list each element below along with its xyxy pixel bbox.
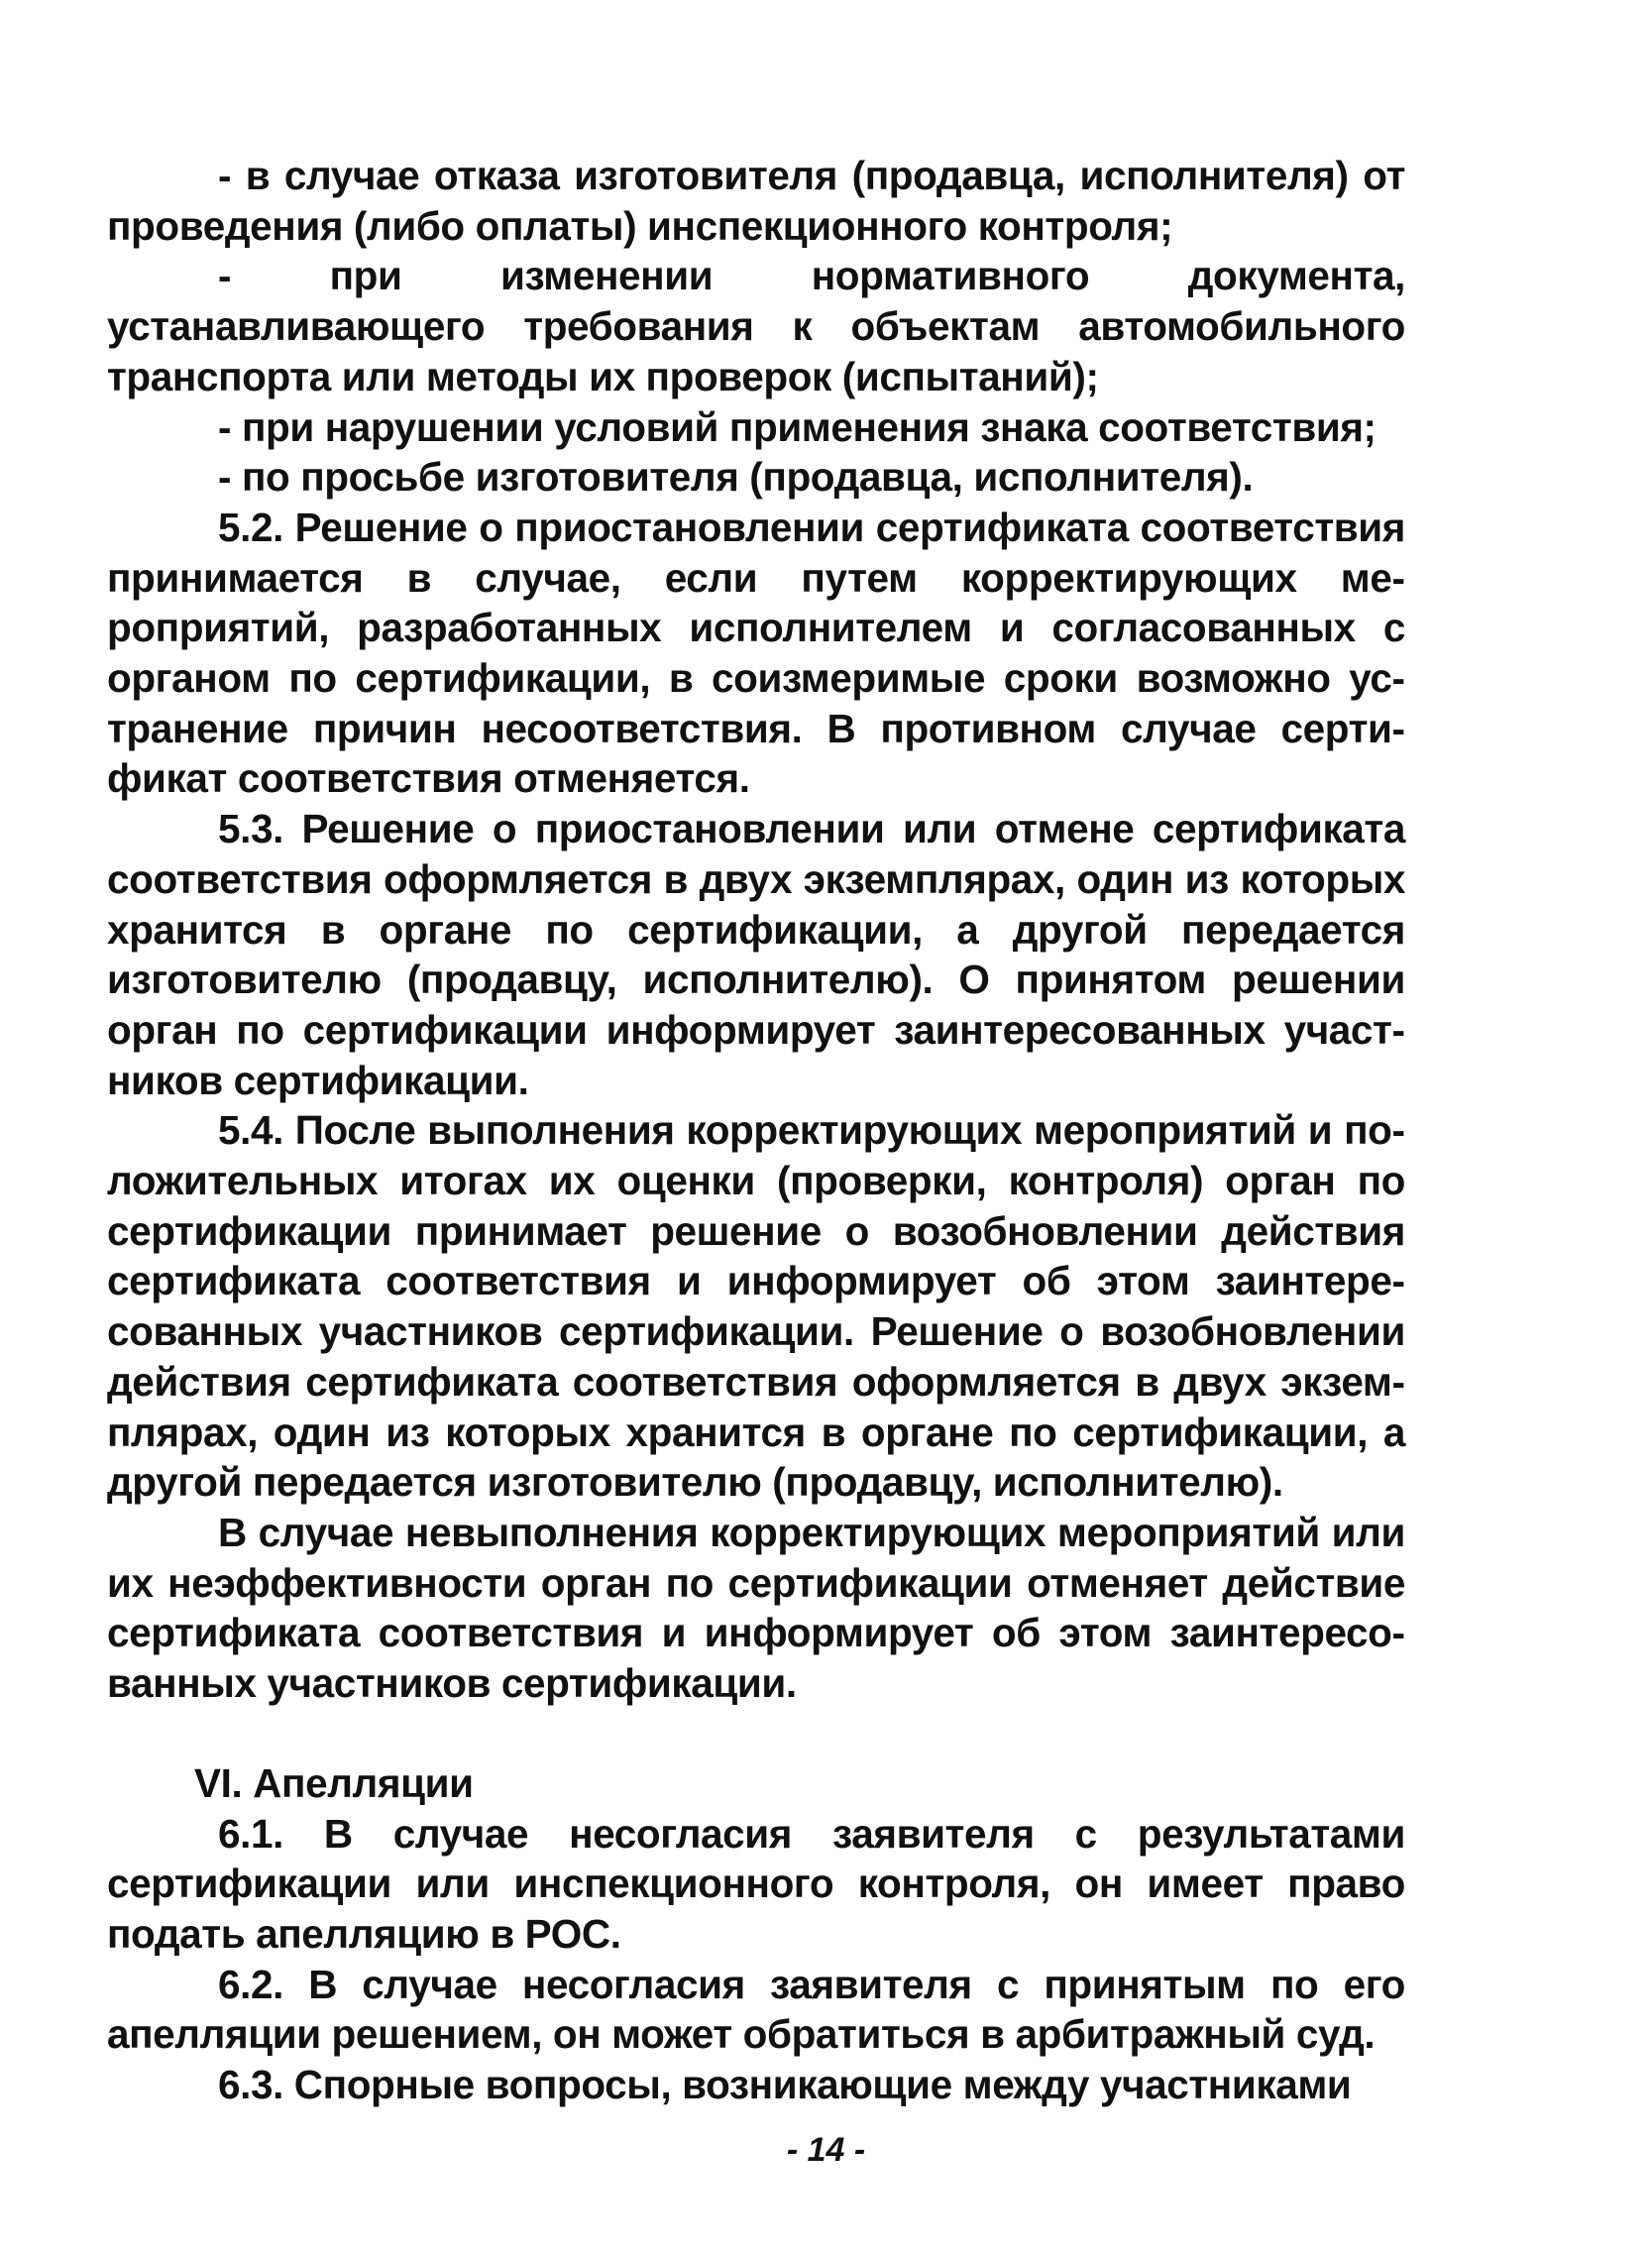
paragraph-6-1: 6.1. В случае несогласия заявителя с результатами сертификации или инспекционного контроля, он имеет право подать апелляцию в РОС. (107, 1810, 1405, 1957)
document-page (107, 151, 1405, 2110)
page-number: - 14 - (786, 2131, 866, 2169)
paragraph-5-4: 5.4. После выполнения корректирующих мероприятий и положительных итогах их оценки (проверки, контроля) орган по сертификации принимает решение о возобновлении действия сертификата соответствия и информирует об этом заинтересованных участников сертификации. Решение о возобновлении действия сертификата соответствия оформляется в двух экземплярах, один из которых хранится в органе по сертификации, а другой передается изготовителю (продавцу, исполнителю). (107, 1107, 1405, 1506)
paragraph-manufacturer-request: - по просьбе изготовителя (продавца, исполнителя). (218, 454, 1254, 501)
paragraph-refusal-inspection: - в случае отказа изготовителя (продавца, исполнителя) от проведения (либо оплаты) инспекционного контроля; (107, 153, 1405, 249)
paragraph-normative-change: - при изменении нормативного документа, устанавливающего требования к объектам автомобильного транспорта или методы их проверок (испытаний); (107, 253, 1405, 399)
section-heading-appeals: VI. Апелляции (194, 1759, 474, 1806)
paragraph-5-3: 5.3. Решение о приостановлении или отмене сертификата соответствия оформляется в двух экземплярах, один из которых хранится в органе по сертификации, а другой передается изготовителю (продавцу, исполнителю). О принятом решении орган по сертификации информирует заинтересованных участников сертификации. (107, 806, 1405, 1103)
paragraph-6-3: 6.3. Спорные вопросы, возникающие между участниками (218, 2062, 1352, 2108)
paragraph-non-fulfilment: В случае невыполнения корректирующих мероприятий или их неэффективности орган по сертификации отменяет действие сертификата соответствия и информирует об этом заинтересованных участников сертификации. (107, 1509, 1405, 1707)
paragraph-6-2: 6.2. В случае несогласия заявителя с принятым по его апелляции решением, он может обратиться в арбитражный суд. (107, 1961, 1405, 2058)
paragraph-5-2: 5.2. Решение о приостановлении сертификата соответствия принимается в случае, если путем корректирующих мероприятий, разработанных исполнителем и согласованных с органом по сертификации, в соизмеримые сроки возможно устранение причин несоответствия. В противном случае сертификат соответствия отменяется. (107, 504, 1405, 802)
paragraph-mark-violation: - при нарушении условий применения знака соответствия; (218, 403, 1377, 450)
